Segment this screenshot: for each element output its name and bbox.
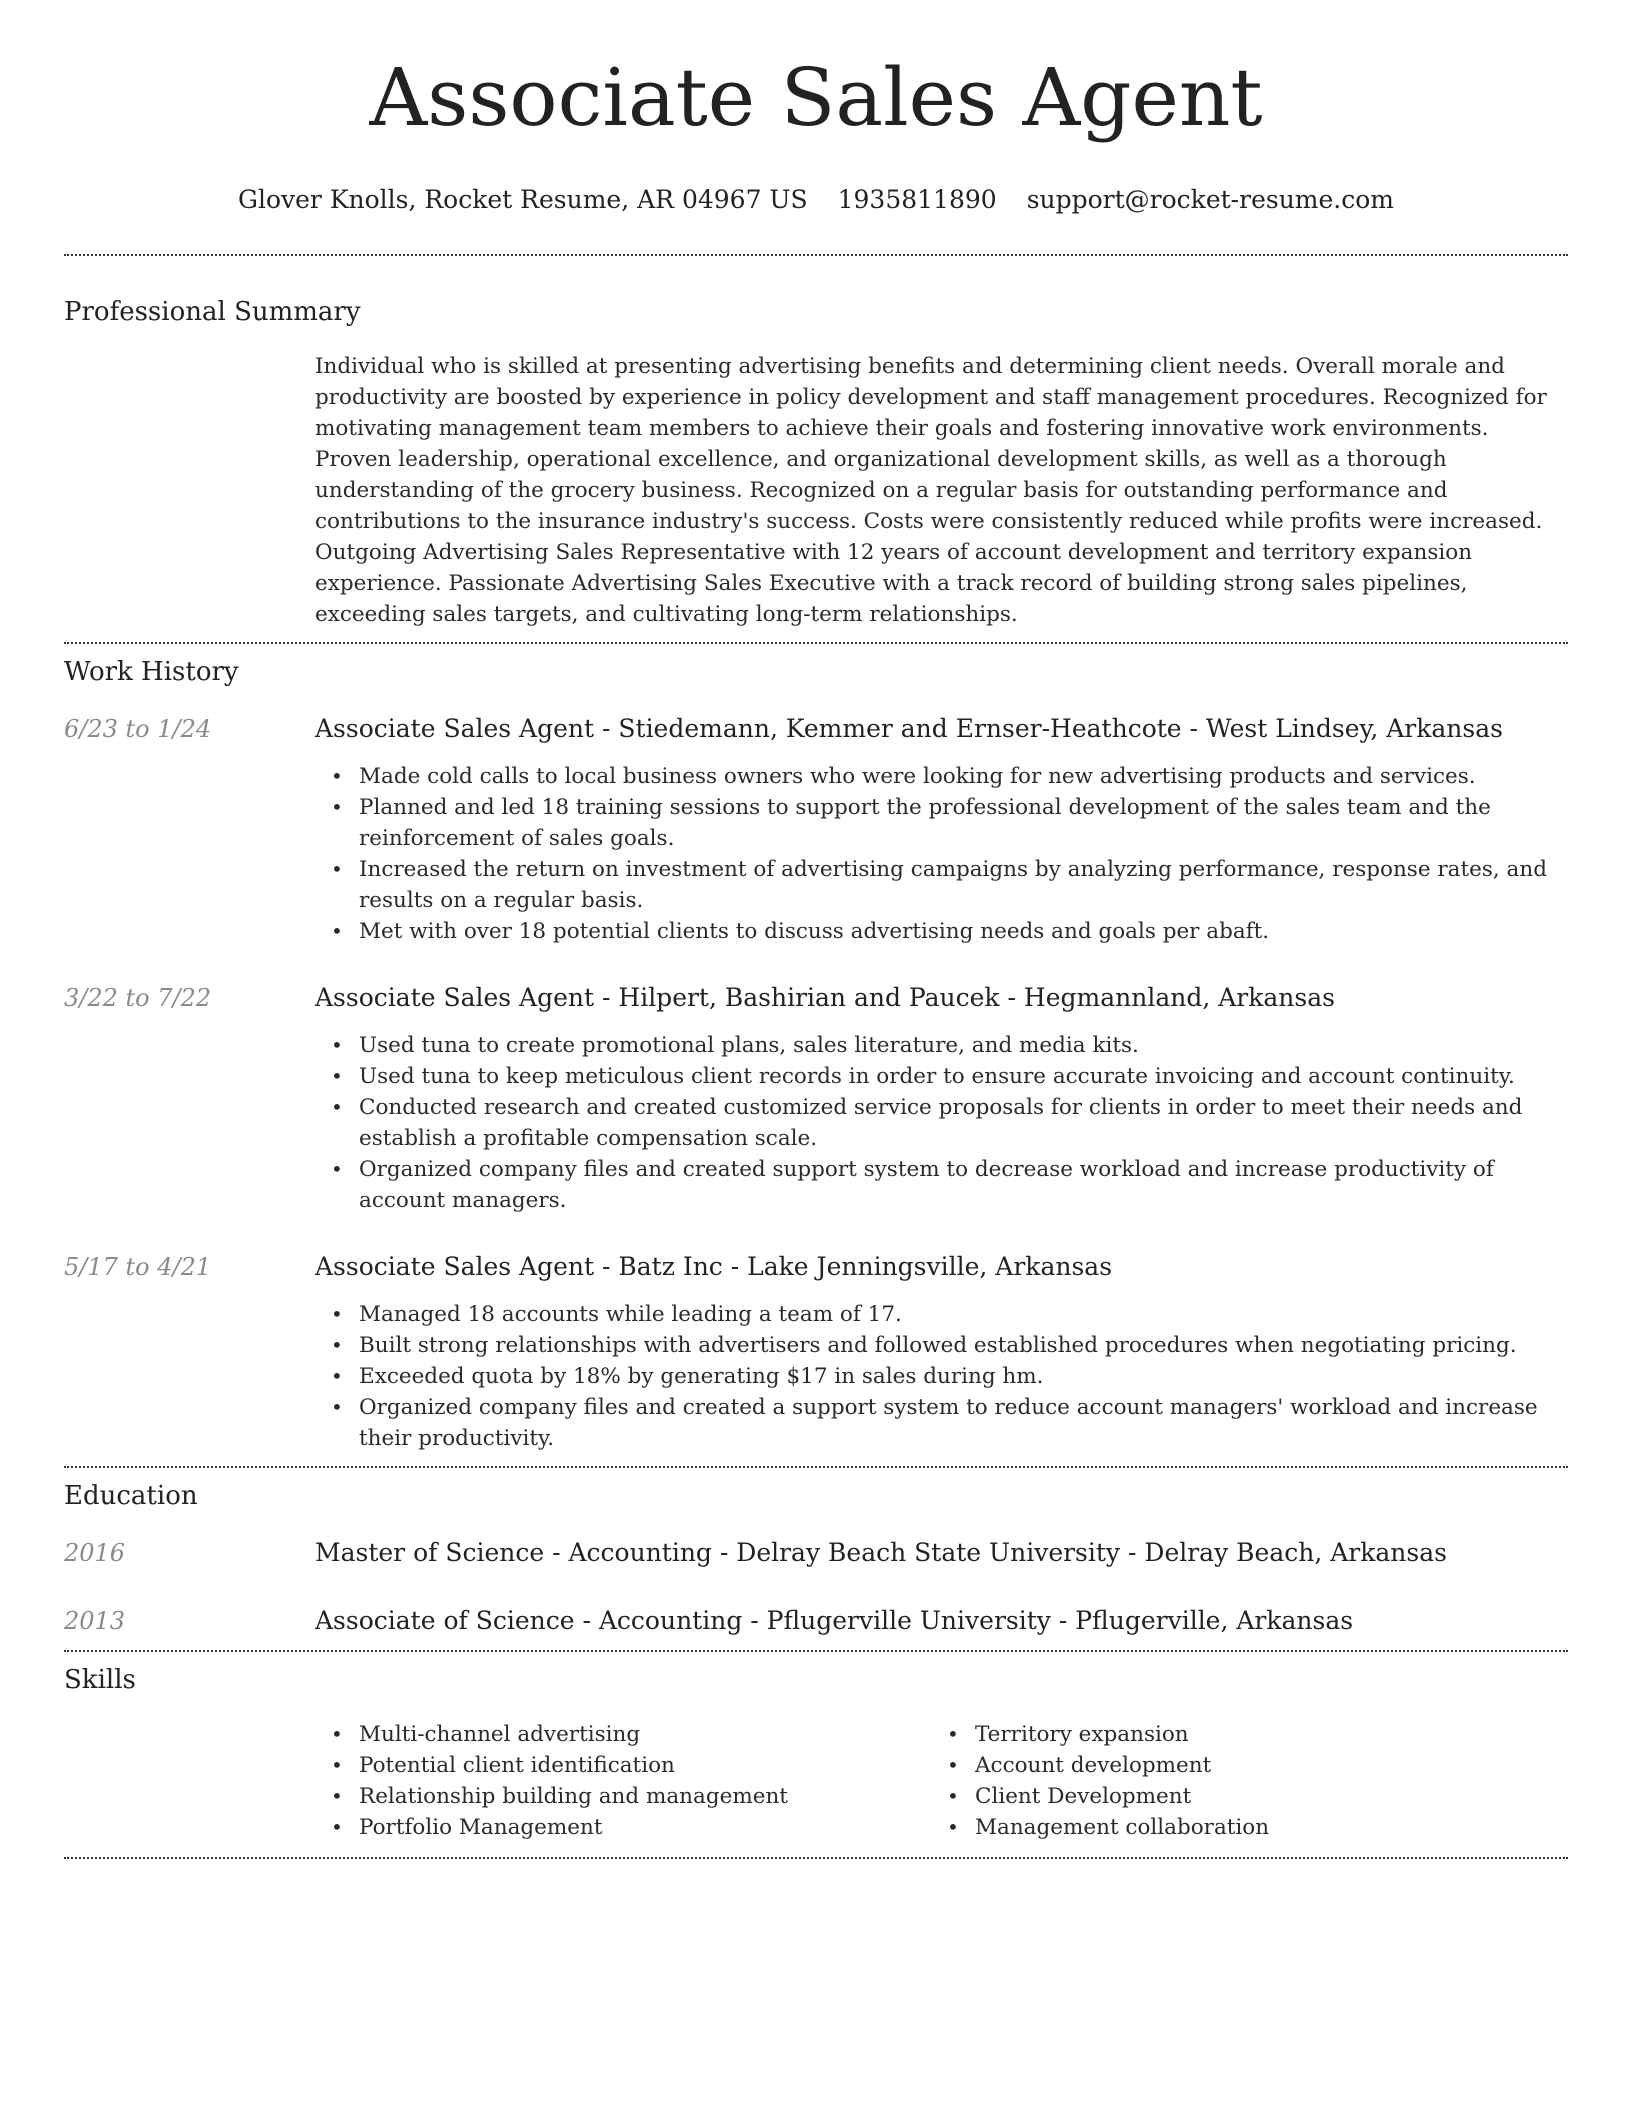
- job-date: 5/17 to 4/21: [64, 1253, 212, 1281]
- job-bullets: [315, 761, 1568, 947]
- job-heading: Associate Sales Agent - Batz Inc - Lake Jenningsville, Arkansas: [315, 1252, 1113, 1281]
- skills-list: [315, 1719, 1568, 1843]
- divider: [64, 254, 1568, 256]
- section-title-skills: Skills: [64, 1665, 136, 1695]
- skill-item: • Potential client identification: [315, 1750, 931, 1781]
- skills-column-left: [315, 1719, 931, 1843]
- job-bullets: [315, 1030, 1568, 1216]
- education-entry: [64, 1537, 1568, 1569]
- summary-text: Individual who is skilled at presenting advertising benefits and determining client needs. Overall morale and productivity are boosted by experience in policy development and staff management procedures. Recognized for motivating management team members to achieve their goals and fostering innovative work environments. Proven leadership, operational excellence, and organizational development skills, as well as a thorough understanding of the grocery business. Recognized on a regular basis for outstanding performance and contributions to the insurance industry's success. Costs were consistently reduced while profits were increased. Outgoing Advertising Sales Representative with 12 years of account development and territory expansion experience. Passionate Advertising Sales Executive with a track record of building strong sales pipelines, exceeding sales targets, and cultivating long-term relationships.: [315, 354, 1547, 627]
- resume-page: [64, 0, 1568, 1859]
- section-title-education: Education: [64, 1481, 198, 1511]
- education-entry: [64, 1605, 1568, 1637]
- education-heading: Master of Science - Accounting - Delray Beach State University - Delray Beach, Arkansas: [315, 1538, 1447, 1567]
- bullet-item: • Used tuna to keep meticulous client records in order to ensure accurate invoicing and account continuity.: [315, 1061, 1568, 1092]
- contact-address: Glover Knolls, Rocket Resume, AR 04967 US: [237, 185, 808, 214]
- bullet-item: • Conducted research and created customized service proposals for clients in order to meet their needs and establish a profitable compensation scale.: [315, 1092, 1568, 1154]
- divider: [64, 1650, 1568, 1652]
- skill-item: • Account development: [931, 1750, 1547, 1781]
- bullet-item: • Exceeded quota by 18% by generating $17 in sales during hm.: [315, 1361, 1568, 1392]
- job-bullets: [315, 1299, 1568, 1454]
- skill-item: • Territory expansion: [931, 1719, 1547, 1750]
- contact-phone: 1935811890: [837, 185, 997, 214]
- divider: [64, 642, 1568, 644]
- job-entry: [64, 982, 1568, 1216]
- bullet-item: • Organized company files and created support system to decrease workload and increase productivity of account managers.: [315, 1154, 1568, 1216]
- education-date: 2013: [64, 1607, 126, 1635]
- bullet-item: • Met with over 18 potential clients to discuss advertising needs and goals per abaft.: [315, 916, 1568, 947]
- job-date: 6/23 to 1/24: [64, 715, 212, 743]
- education-heading: Associate of Science - Accounting - Pflugerville University - Pflugerville, Arkansas: [315, 1606, 1354, 1635]
- bullet-item: • Planned and led 18 training sessions to support the professional development of the sales team and the reinforcement of sales goals.: [315, 792, 1568, 854]
- contact-line: [64, 184, 1568, 216]
- job-heading: Associate Sales Agent - Hilpert, Bashirian and Paucek - Hegmannland, Arkansas: [315, 983, 1335, 1012]
- bullet-item: • Built strong relationships with advertisers and followed established procedures when negotiating pricing.: [315, 1330, 1568, 1361]
- job-heading: Associate Sales Agent - Stiedemann, Kemmer and Ernser-Heathcote - West Lindsey, Arkansas: [315, 714, 1503, 743]
- skill-item: • Client Development: [931, 1781, 1547, 1812]
- section-title-summary: Professional Summary: [64, 297, 361, 327]
- divider: [64, 1857, 1568, 1859]
- bullet-item: • Used tuna to create promotional plans, sales literature, and media kits.: [315, 1030, 1568, 1061]
- skill-item: • Management collaboration: [931, 1812, 1547, 1843]
- candidate-name: Associate Sales Agent: [369, 51, 1263, 144]
- skill-item: • Relationship building and management: [315, 1781, 931, 1812]
- job-entry: [64, 1251, 1568, 1454]
- bullet-item: • Made cold calls to local business owners who were looking for new advertising products and services.: [315, 761, 1568, 792]
- divider: [64, 1466, 1568, 1468]
- bullet-item: • Organized company files and created a support system to reduce account managers' workload and increase their productivity.: [315, 1392, 1568, 1454]
- skills-column-right: [931, 1719, 1547, 1843]
- bullet-item: • Managed 18 accounts while leading a team of 17.: [315, 1299, 1568, 1330]
- skill-item: • Portfolio Management: [315, 1812, 931, 1843]
- bullet-item: • Increased the return on investment of advertising campaigns by analyzing performance, response rates, and results on a regular basis.: [315, 854, 1568, 916]
- job-entry: [64, 713, 1568, 947]
- education-date: 2016: [64, 1539, 126, 1567]
- job-date: 3/22 to 7/22: [64, 984, 212, 1012]
- contact-email: support@rocket-resume.com: [1026, 185, 1394, 214]
- skill-item: • Multi-channel advertising: [315, 1719, 931, 1750]
- section-title-work: Work History: [64, 657, 239, 687]
